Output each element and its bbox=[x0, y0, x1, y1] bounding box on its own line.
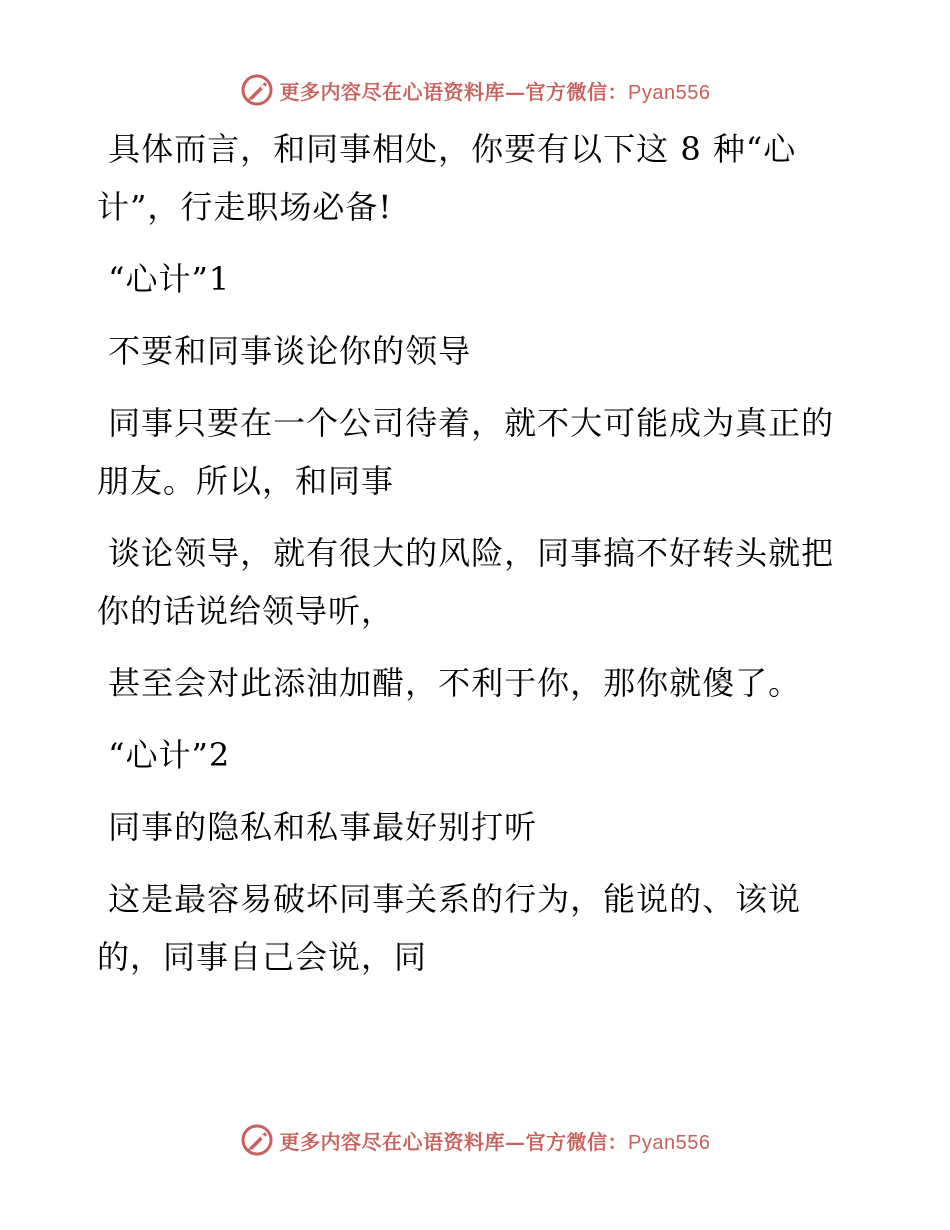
quill-logo-icon bbox=[240, 1123, 274, 1157]
wechat-id: Pyan556 bbox=[628, 81, 711, 104]
paragraph-3: 同事只要在一个公司待着，就不大可能成为真正的朋友。所以，和同事 bbox=[97, 404, 835, 500]
paragraph-5: 甚至会对此添油加醋，不利于你，那你就傻了。 bbox=[97, 664, 802, 702]
watermark-text: 更多内容尽在心语资料库—官方微信：Pyan556 bbox=[279, 79, 711, 104]
paragraph-1: 具体而言，和同事相处，你要有以下这 8 种“心计”，行走职场必备! bbox=[97, 130, 797, 226]
section-heading-2: “心计”2 bbox=[97, 736, 231, 774]
footer-watermark bbox=[0, 1122, 950, 1158]
paragraph-2: 不要和同事谈论你的领导 bbox=[97, 332, 472, 370]
wechat-id: Pyan556 bbox=[628, 1131, 711, 1154]
paragraph-6: 同事的隐私和私事最好别打听 bbox=[97, 808, 538, 846]
section-heading-1: “心计”1 bbox=[97, 260, 231, 298]
watermark-text: 更多内容尽在心语资料库—官方微信：Pyan556 bbox=[279, 1129, 711, 1154]
paragraph-4: 谈论领导，就有很大的风险，同事搞不好转头就把你的话说给领导听， bbox=[97, 534, 835, 630]
header-watermark bbox=[0, 72, 950, 108]
paragraph-7: 这是最容易破坏同事关系的行为，能说的、该说的，同事自己会说，同 bbox=[97, 880, 802, 976]
document-body bbox=[97, 120, 837, 1000]
quill-logo-icon bbox=[240, 73, 274, 107]
